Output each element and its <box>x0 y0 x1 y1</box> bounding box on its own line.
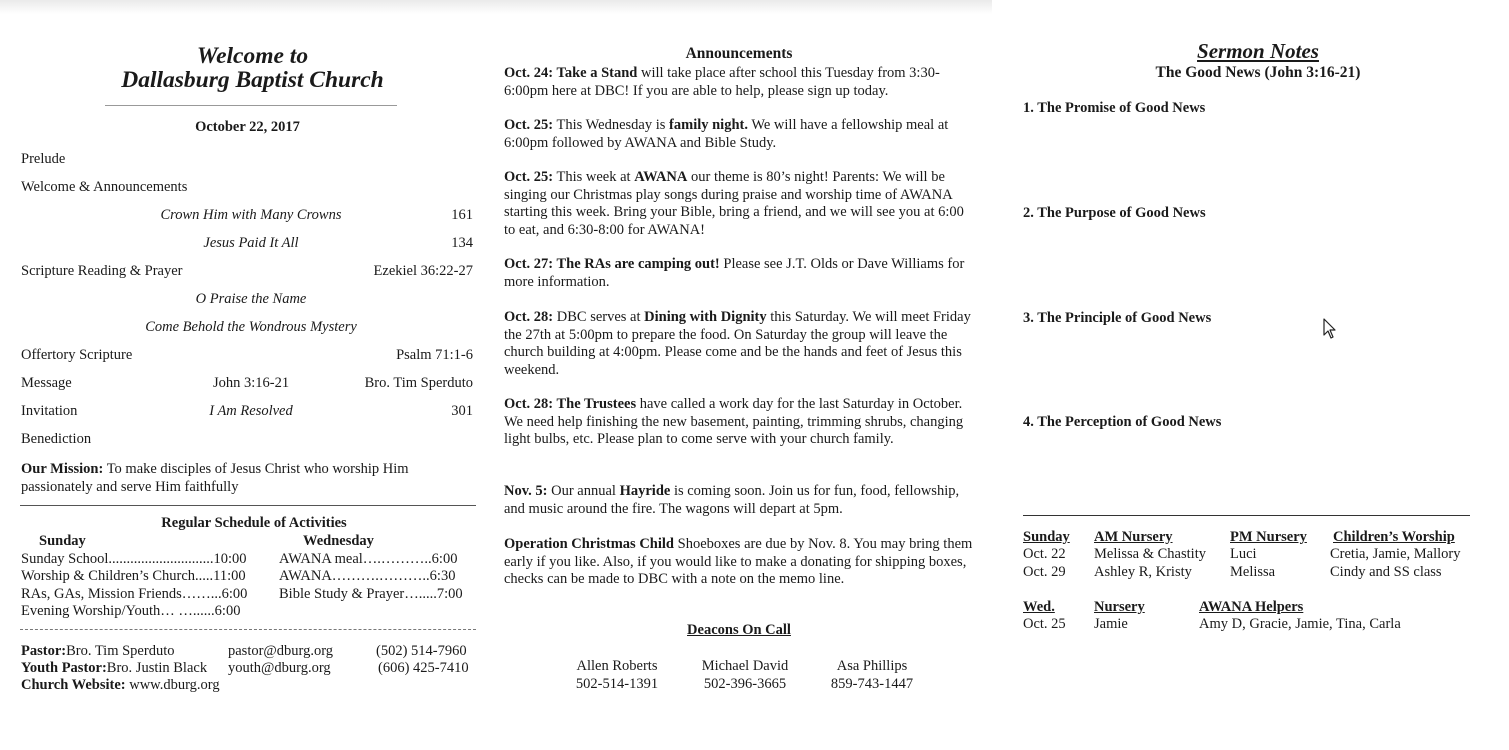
youth-pastor-label: Youth Pastor: <box>21 660 107 676</box>
sermon-subtitle: The Good News (John 3:16-21) <box>1155 64 1361 81</box>
nursery-cell: Luci <box>1230 546 1257 562</box>
schedule-sunday-item: Sunday School.............................10:00 <box>21 550 247 567</box>
service-date: October 22, 2017 <box>195 119 300 135</box>
wednesday-header: Nursery <box>1094 599 1145 615</box>
deacon-entry <box>562 657 672 693</box>
welcome-line-1: Welcome to <box>196 43 309 69</box>
order-title: I Am Resolved <box>209 403 293 419</box>
order-reference: Psalm 71:1-6 <box>396 347 473 363</box>
order-title: Jesus Paid It All <box>203 235 299 251</box>
website-row <box>21 677 481 694</box>
nursery-header: Children’s Worship <box>1333 529 1455 545</box>
deacon-name: Michael David <box>701 658 789 674</box>
order-item: Scripture Reading & Prayer <box>21 263 183 279</box>
order-item: Benediction <box>21 431 92 447</box>
schedule-wednesday-item: Bible Study & Prayer….....7:00 <box>279 585 463 602</box>
announcement-text: DBC serves at <box>553 309 645 325</box>
youth-pastor-email: youth@dburg.org <box>228 660 331 676</box>
order-reference: 134 <box>451 235 473 251</box>
pastor-email: pastor@dburg.org <box>228 643 334 659</box>
youth-pastor-phone: (606) 425-7410 <box>378 660 469 676</box>
announcement-item <box>504 396 974 449</box>
sermon-point: 4. The Perception of Good News <box>1023 414 1222 430</box>
schedule-row <box>21 551 491 569</box>
pastor-phone: (502) 514-7960 <box>376 643 467 659</box>
website-url: www.dburg.org <box>125 677 220 693</box>
announcement-item <box>504 256 974 291</box>
announcement-emphasis: Dining with Dignity <box>644 309 767 325</box>
announcement-emphasis: AWANA <box>634 169 688 185</box>
order-row <box>21 375 471 393</box>
announcement-text: This week at <box>553 169 635 185</box>
announcement-heading: Oct. 25: <box>504 117 554 133</box>
mission-divider <box>20 505 476 506</box>
deacons-title: Deacons On Call <box>687 622 791 638</box>
schedule-row <box>21 586 491 604</box>
nursery-cell: Cindy and SS class <box>1330 564 1442 580</box>
pastor-name: Bro. Tim Sperduto <box>66 643 175 659</box>
announcement-text: Shoeboxes are due by Nov. 8. You may bring them early if you like. Also, if you would like to make a donating for shipping boxes, checks can be made to DBC with a note on the memo line. <box>504 536 973 587</box>
order-item: Welcome & Announcements <box>21 179 188 195</box>
order-row <box>21 151 471 169</box>
announcement-heading: Nov. 5: <box>504 483 548 499</box>
nursery-divider <box>1023 515 1470 516</box>
deacon-phone: 859-743-1447 <box>830 676 914 692</box>
nursery-header: AM Nursery <box>1094 529 1173 545</box>
schedule-wednesday-item: AWANA meal….………..6:00 <box>279 550 458 567</box>
wednesday-table <box>1023 598 1483 634</box>
deacon-entry <box>817 657 927 693</box>
announcement-item <box>504 65 974 100</box>
nursery-cell: Oct. 22 <box>1023 546 1066 562</box>
wednesday-cell: Oct. 25 <box>1023 616 1066 632</box>
pastor-row <box>21 643 481 660</box>
nursery-header: Sunday <box>1023 529 1070 545</box>
wednesday-header: AWANA Helpers <box>1199 599 1304 615</box>
order-row <box>21 431 471 449</box>
contact-block <box>21 643 481 694</box>
announcement-item <box>504 483 974 518</box>
pastor-label: Pastor: <box>21 643 67 659</box>
order-item: Offertory Scripture <box>21 347 133 363</box>
schedule-sunday-item: RAs, GAs, Mission Friends……...6:00 <box>21 585 248 602</box>
order-row <box>21 291 471 309</box>
order-reference: Bro. Tim Sperduto <box>364 375 473 391</box>
schedule-header-row <box>21 533 491 551</box>
nursery-header: PM Nursery <box>1230 529 1307 545</box>
order-title: Come Behold the Wondrous Mystery <box>145 319 357 335</box>
sermon-point: 2. The Purpose of Good News <box>1023 205 1206 221</box>
deacon-name: Allen Roberts <box>576 658 658 674</box>
order-title: John 3:16-21 <box>212 375 290 391</box>
mission-text: To make disciples of Jesus Christ who worship Him passionately and serve Him faithfully <box>21 461 409 495</box>
announcement-item <box>504 169 974 239</box>
mouse-pointer-icon <box>1323 318 1337 345</box>
schedule-row <box>21 568 491 586</box>
announcement-text: Our annual <box>547 483 620 499</box>
scan-shadow-band <box>0 0 992 14</box>
order-row <box>21 319 471 337</box>
order-row <box>21 403 471 421</box>
wednesday-header: Wed. <box>1023 599 1055 615</box>
youth-pastor-name: Bro. Justin Black <box>106 660 208 676</box>
nursery-table <box>1023 528 1483 582</box>
deacon-phone: 502-514-1391 <box>575 676 659 692</box>
schedule-wednesday-header: Wednesday <box>303 533 374 549</box>
announcement-text: We will have a fellowship meal at 6:00pm followed by AWANA and Bible Study. <box>504 117 949 151</box>
schedule-title: Regular Schedule of Activities <box>161 515 347 531</box>
order-row <box>21 179 471 197</box>
schedule-divider <box>20 629 476 630</box>
order-item: Message <box>21 375 72 391</box>
announcements-title: Announcements <box>685 45 793 62</box>
order-reference: 301 <box>451 403 473 419</box>
website-label: Church Website: <box>21 677 126 693</box>
order-row <box>21 263 471 281</box>
announcement-item <box>504 117 974 152</box>
announcement-heading: Oct. 27: The RAs are camping out! <box>504 256 720 272</box>
deacon-phone: 502-396-3665 <box>703 676 787 692</box>
announcement-text: is coming soon. Join us for fun, food, fellowship, and music around the fire. The wagons will depart at 5pm. <box>504 483 960 517</box>
welcome-line-2: Dallasburg Baptist Church <box>121 67 384 93</box>
sermon-point: 3. The Principle of Good News <box>1023 310 1212 326</box>
announcement-heading: Oct. 25: <box>504 169 554 185</box>
order-reference: Ezekiel 36:22-27 <box>373 263 473 279</box>
welcome-heading <box>105 44 400 92</box>
order-item: Invitation <box>21 403 78 419</box>
schedule-sunday-item: Worship & Children’s Church.....11:00 <box>21 568 246 584</box>
order-row <box>21 347 471 365</box>
order-item: Prelude <box>21 151 66 167</box>
schedule-table <box>21 533 491 621</box>
nursery-cell: Ashley R, Kristy <box>1094 564 1192 580</box>
deacon-name: Asa Phillips <box>836 658 908 674</box>
announcement-text: Please see J.T. Olds or Dave Williams for more information. <box>504 256 965 290</box>
nursery-cell: Cretia, Jamie, Mallory <box>1330 546 1461 562</box>
announcement-heading: Oct. 24: Take a Stand <box>504 65 638 81</box>
schedule-sunday-item: Evening Worship/Youth… …......6:00 <box>21 603 241 619</box>
schedule-row <box>21 603 491 621</box>
announcement-item <box>504 536 974 589</box>
sermon-point: 1. The Promise of Good News <box>1023 100 1206 116</box>
wednesday-cell: Jamie <box>1094 616 1128 632</box>
announcement-text: will take place after school this Tuesday from 3:30-6:00pm here at DBC! If you are able to help, please sign up today. <box>504 65 940 99</box>
nursery-cell: Melissa <box>1230 564 1276 580</box>
order-reference: 161 <box>451 207 473 223</box>
nursery-cell: Melissa & Chastity <box>1094 546 1206 562</box>
announcement-text: This Wednesday is <box>553 117 670 133</box>
heading-divider <box>105 105 397 106</box>
schedule-wednesday-item: AWANA……….………..6:30 <box>279 568 456 584</box>
schedule-sunday-header: Sunday <box>39 533 86 549</box>
announcement-heading: Operation Christmas Child <box>504 536 674 552</box>
deacon-entry <box>690 657 800 693</box>
order-title: Crown Him with Many Crowns <box>160 207 342 223</box>
nursery-cell: Oct. 29 <box>1023 564 1066 580</box>
announcement-heading: Oct. 28: The Trustees <box>504 396 637 412</box>
announcement-text: have called a work day for the last Saturday in October. We need help finishing the new basement, painting, trimming shrubs, changing light bulbs, etc. Please plan to come serve with your church family. <box>504 396 964 447</box>
announcement-heading: Oct. 28: <box>504 309 554 325</box>
sermon-notes-title: Sermon Notes <box>1197 39 1319 63</box>
announcement-text: our theme is 80’s night! Parents: We will be singing our Christmas play songs during praise and worship time of AWANA starting this week. Bring your Bible, bring a friend, and we will see you at 6:00 to eat, and 6:30-8:00 for AWANA! <box>504 169 964 238</box>
order-row <box>21 235 471 253</box>
wednesday-cell: Amy D, Gracie, Jamie, Tina, Carla <box>1199 616 1401 632</box>
announcement-emphasis: Hayride <box>619 483 671 499</box>
youth-pastor-row <box>21 660 481 677</box>
mission-statement <box>21 460 481 496</box>
mission-label: Our Mission: <box>21 461 104 477</box>
announcement-emphasis: family night. <box>669 117 748 133</box>
announcement-item <box>504 309 974 379</box>
announcement-text: this Saturday. We will meet Friday the 27th at 5:00pm to prepare the food. On Saturday the group will leave the church building at 4:00pm. Please come and be the hands and feet of Jesus this weekend. <box>504 309 971 378</box>
order-title: O Praise the Name <box>195 291 307 307</box>
order-row <box>21 207 471 225</box>
